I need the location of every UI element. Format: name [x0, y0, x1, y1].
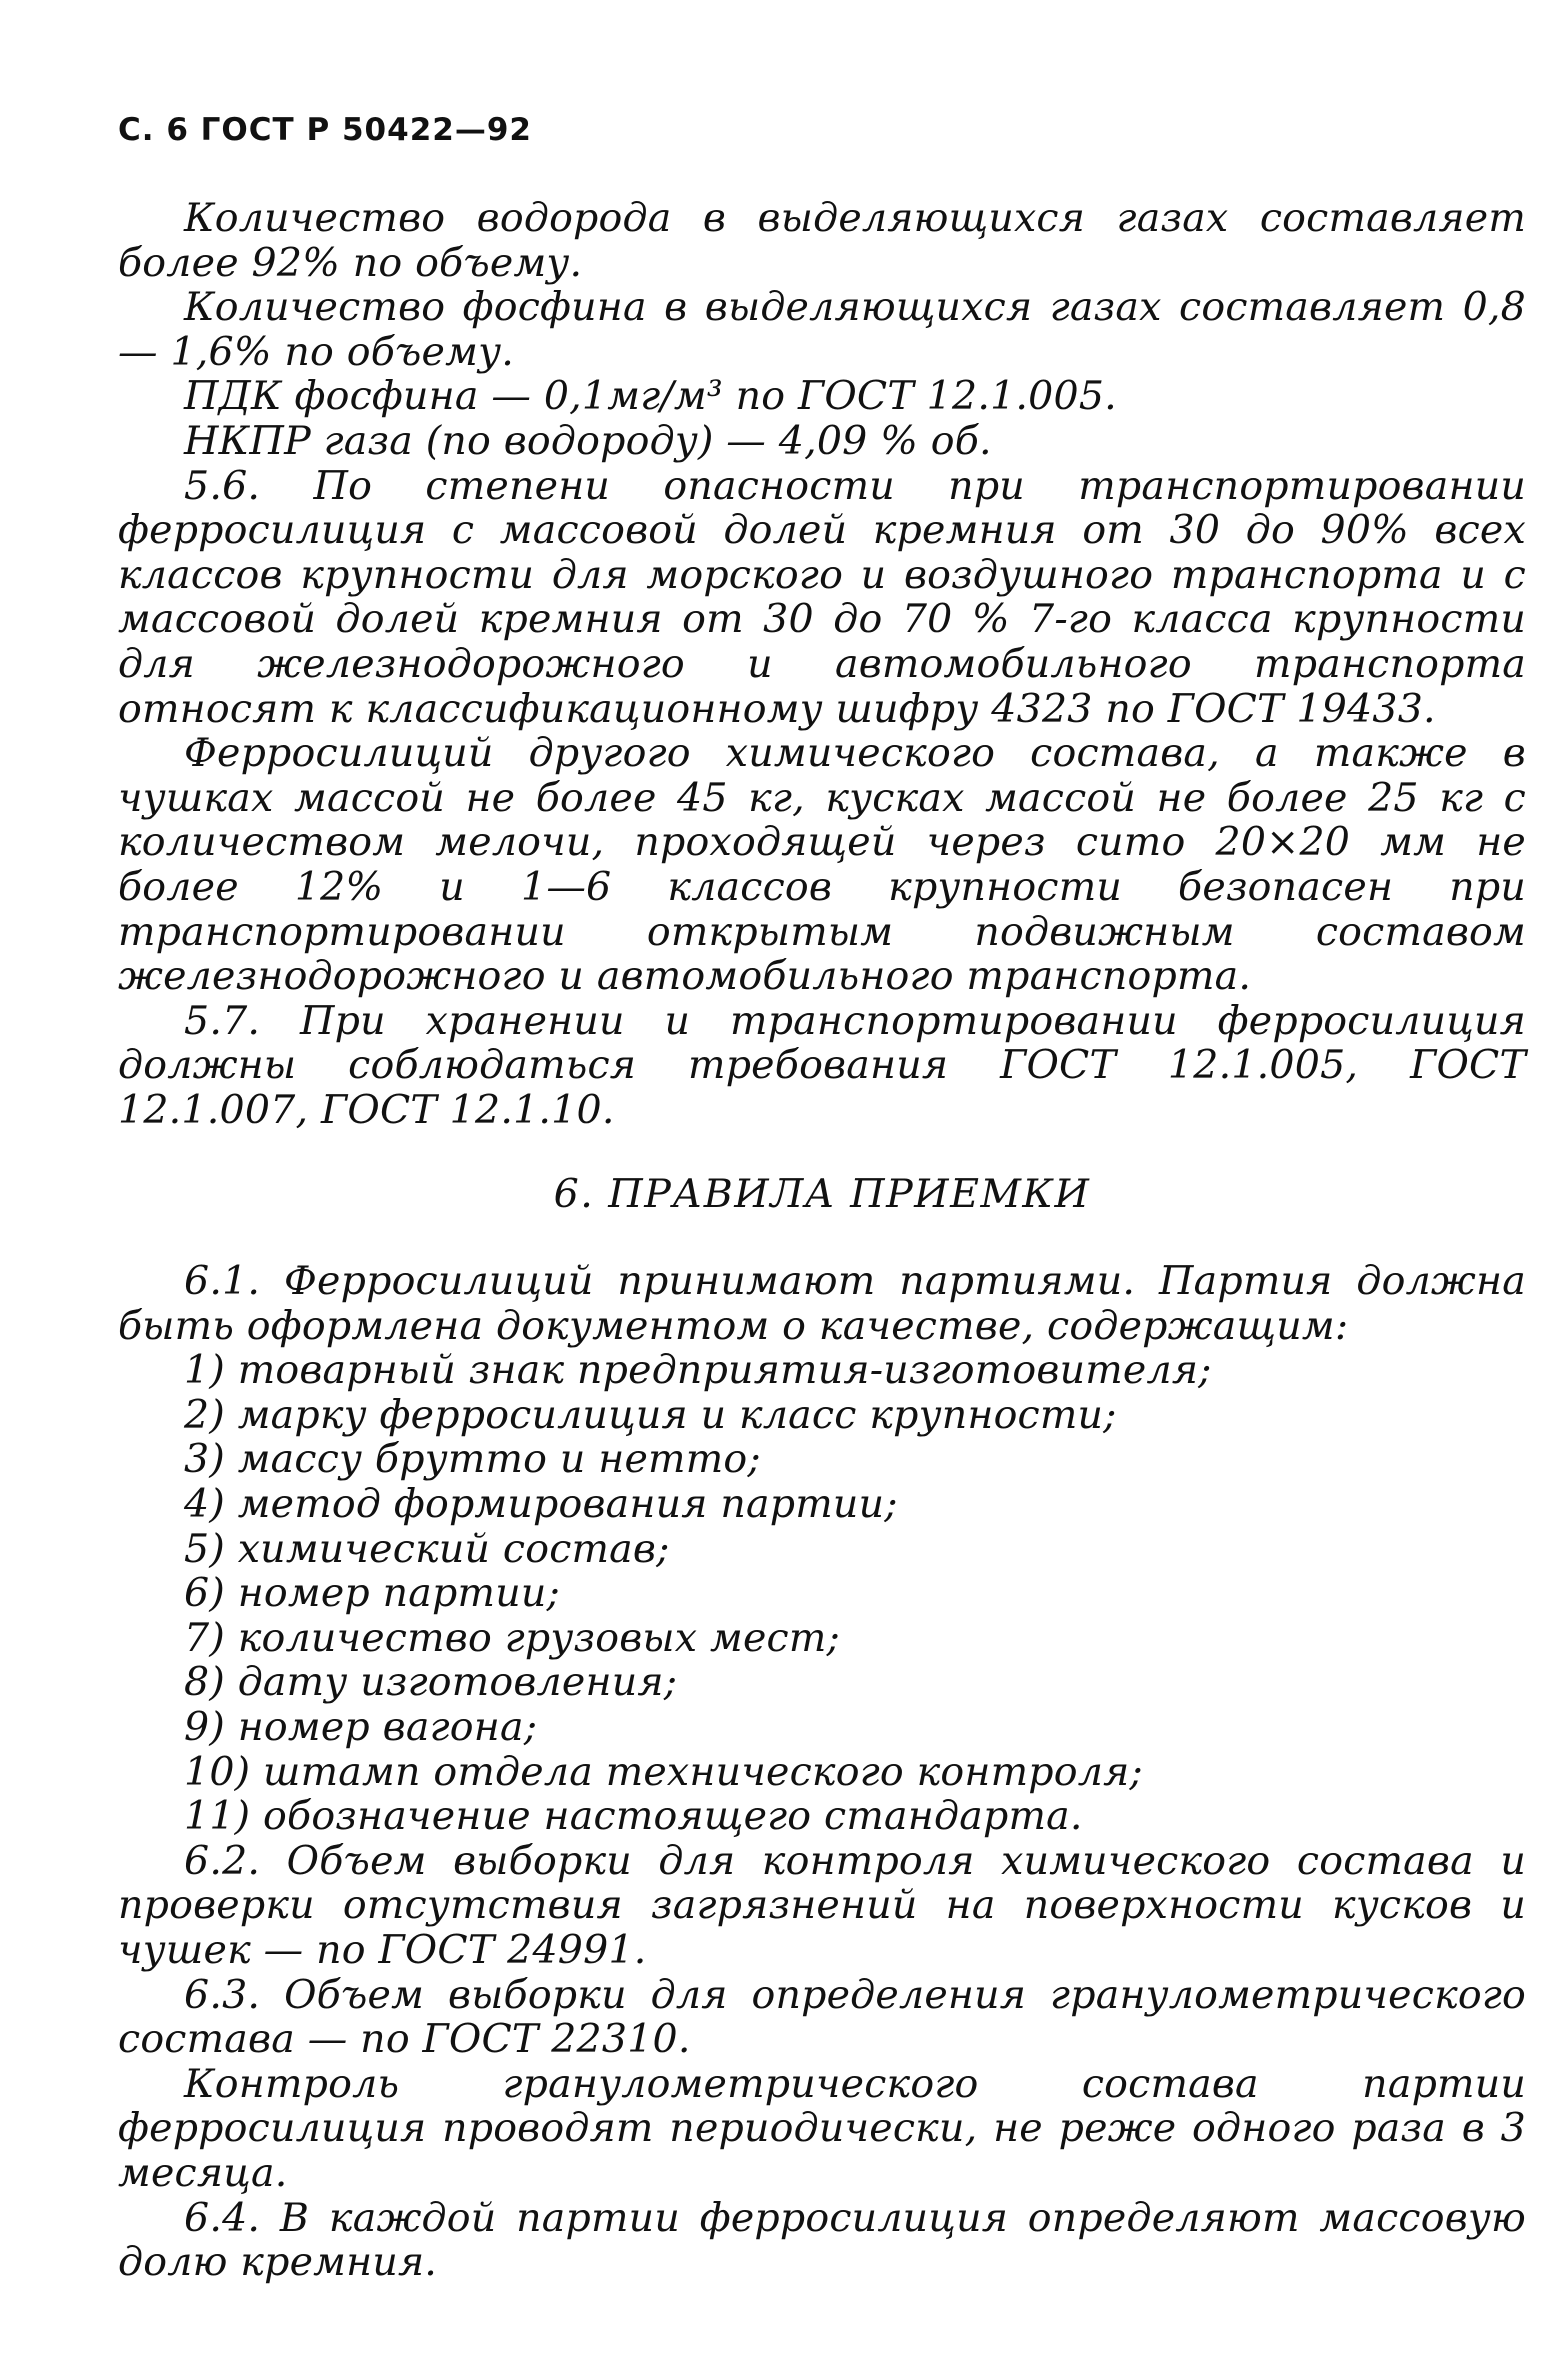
paragraph-hydrogen: Количество водорода в выделяющихся газах составляет более 92% по объему.: [118, 195, 1526, 286]
paragraph-phosphine: Количество фосфина в выделяющихся газах составляет 0,8 — 1,6% по объему.: [118, 284, 1526, 375]
list-item: 10) штамп отдела технического контроля;: [184, 1748, 1143, 1795]
list-item: 9) номер вагона;: [184, 1704, 538, 1750]
paragraph-pdk: ПДК фосфина — 0,1мг/м³ по ГОСТ 12.1.005.: [184, 373, 1117, 420]
page-header: С. 6 ГОСТ Р 50422—92: [118, 112, 532, 148]
list-item: 11) обозначение настоящего стандарта.: [184, 1793, 1083, 1840]
document-contents-list: [118, 1348, 1526, 1839]
clause-6-3: 6.3. Объем выборки для определения гранулометрического состава — по ГОСТ 22310.: [118, 1971, 1526, 2063]
paragraph-nkpr: НКПР газа (по водороду) — 4,09 % об.: [184, 417, 992, 464]
list-item: 1) товарный знак предприятия-изготовителя;: [184, 1347, 1212, 1394]
list-item: 4) метод формирования партии;: [184, 1481, 898, 1528]
list-item: 2) марку ферросилиция и класс крупности;: [184, 1391, 1117, 1438]
paragraph-granulometric-control: Контроль гранулометрического состава партии ферросилиция проводят периодически, не реже одного раза в 3 месяца.: [118, 2060, 1526, 2196]
list-item: 3) массу брутто и нетто;: [184, 1436, 761, 1483]
paragraph-other-composition: Ферросилиций другого химического состава, а также в чушках массой не более 45 кг, кусках массой не более 25 кг с количеством мелочи, проходящей через сито 20×20 мм не более 12% и 1—6 классов крупности безопасен при транспортировании открытым подвижным составом железнодорожного и автомобильного транспорта.: [118, 730, 1526, 1000]
clause-5-7: 5.7. При хранении и транспортировании ферросилиция должны соблюдаться требования ГОСТ 12.1.005, ГОСТ 12.1.007, ГОСТ 12.1.10.: [118, 997, 1526, 1133]
clause-6-1: 6.1. Ферросилиций принимают партиями. Партия должна быть оформлена документом о качестве, содержащим:: [118, 1258, 1526, 1349]
clause-5-6: 5.6. По степени опасности при транспортировании ферросилиция с массовой долей кремния от 30 до 90% всех классов крупности для морского и воздушного транспорта и с массовой долей кремния от 30 до 70 % 7-го класса крупности для железнодорожного и автомобильного транспорта относят к классификационному шифру 4323 по ГОСТ 19433.: [118, 462, 1526, 732]
clause-6-2: 6.2. Объем выборки для контроля химического состава и проверки отсутствия загрязнений на поверхности кусков и чушек — по ГОСТ 24991.: [118, 1837, 1526, 1973]
document-body: [118, 196, 1526, 2285]
list-item: 8) дату изготовления;: [184, 1659, 678, 1706]
clause-6-4: 6.4. В каждой партии ферросилиция определяют массовую долю кремния.: [118, 2194, 1526, 2286]
list-item: 6) номер партии;: [184, 1570, 560, 1617]
list-item: 7) количество грузовых мест;: [184, 1614, 840, 1661]
list-item: 5) химический состав;: [184, 1525, 670, 1572]
section-title: 6. ПРАВИЛА ПРИЕМКИ: [553, 1171, 1091, 1218]
